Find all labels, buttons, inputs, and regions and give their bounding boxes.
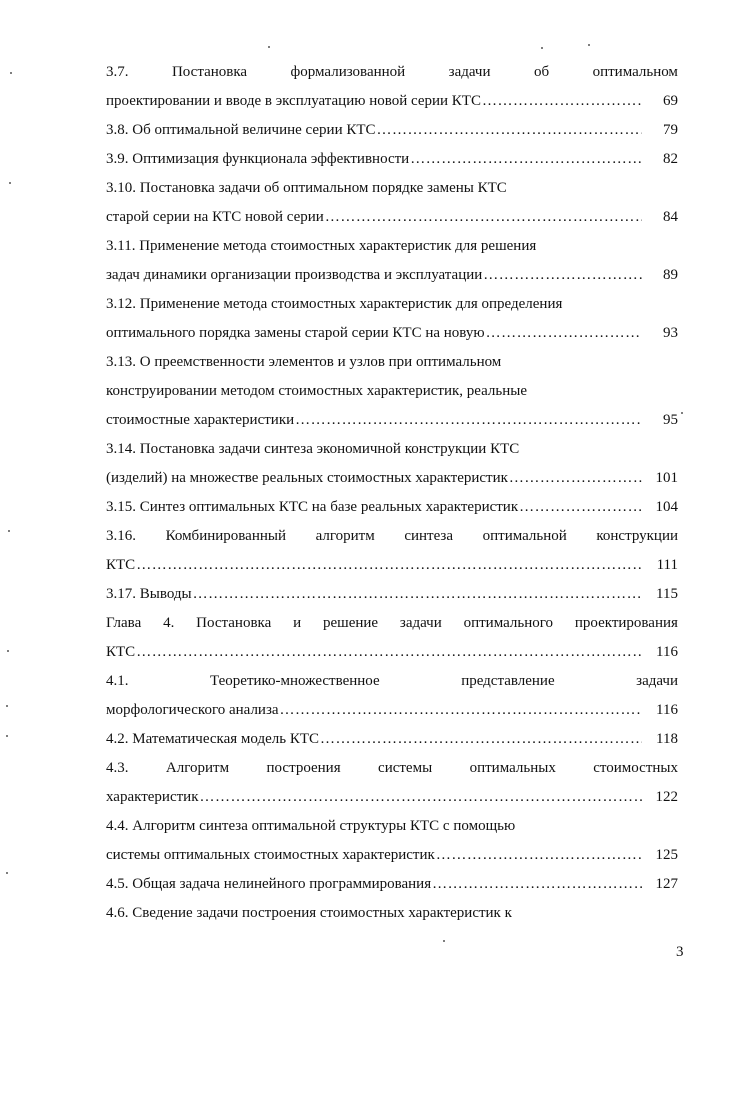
toc-entry-title: 3.8. Об оптимальной величине серии КТС bbox=[106, 122, 376, 138]
toc-entry-second-line bbox=[106, 377, 678, 406]
toc-entry-page-number: 111 bbox=[656, 557, 678, 573]
toc-entry-title: морфологического анализа bbox=[106, 702, 279, 718]
scan-speck bbox=[588, 44, 590, 46]
dot-leader bbox=[193, 580, 642, 609]
toc-entry-word: оптимальных bbox=[469, 760, 556, 776]
toc-entry-last-line bbox=[106, 464, 678, 493]
dot-leader bbox=[136, 638, 642, 667]
toc-entry-page-number: 69 bbox=[663, 93, 678, 109]
scan-speck bbox=[541, 47, 543, 49]
dot-leader bbox=[199, 783, 642, 812]
scan-speck bbox=[6, 872, 8, 874]
dot-leader bbox=[509, 464, 642, 493]
toc-entry-word: Глава bbox=[106, 615, 142, 631]
toc-entry-title: 4.6. Сведение задачи построения стоимостных характеристик к bbox=[106, 905, 512, 921]
dot-leader bbox=[486, 319, 642, 348]
toc-entry-first-line bbox=[106, 348, 678, 377]
toc-entry-word: системы bbox=[378, 760, 433, 776]
toc-entry-last-line bbox=[106, 319, 678, 348]
dot-leader bbox=[436, 841, 642, 870]
toc-entry-word: и bbox=[293, 615, 302, 631]
toc-entry-page-number: 95 bbox=[663, 412, 678, 428]
page-number: 3 bbox=[676, 944, 684, 960]
toc-entry-last-line bbox=[106, 406, 678, 435]
toc-entry-last-line bbox=[106, 841, 678, 870]
toc-entry-word: 4.3. bbox=[106, 760, 129, 776]
toc-entry-word: Алгоритм bbox=[165, 760, 230, 776]
table-of-contents bbox=[106, 58, 678, 928]
toc-entry-word: синтеза bbox=[404, 528, 454, 544]
toc-entry[interactable] bbox=[106, 667, 678, 725]
toc-entry[interactable] bbox=[106, 58, 678, 116]
toc-entry[interactable] bbox=[106, 145, 678, 174]
toc-entry-last-line bbox=[106, 551, 678, 580]
toc-entry-first-line bbox=[106, 754, 678, 783]
toc-entry[interactable] bbox=[106, 580, 678, 609]
toc-entry-word: проектирования bbox=[574, 615, 678, 631]
scan-speck bbox=[268, 46, 270, 48]
toc-entry-page-number: 122 bbox=[655, 789, 678, 805]
toc-entry-page-number: 82 bbox=[663, 151, 678, 167]
toc-entry[interactable] bbox=[106, 174, 678, 232]
toc-entry-first-line bbox=[106, 435, 678, 464]
toc-entry-title: 3.10. Постановка задачи об оптимальном порядке замены КТС bbox=[106, 180, 507, 196]
toc-entry[interactable] bbox=[106, 232, 678, 290]
toc-entry[interactable] bbox=[106, 609, 678, 667]
toc-entry-first-line bbox=[106, 522, 678, 551]
toc-entry-word: алгоритм bbox=[315, 528, 375, 544]
toc-entry-word: Комбинированный bbox=[165, 528, 286, 544]
toc-entry-title: КТС bbox=[106, 557, 136, 573]
toc-entry-last-line bbox=[106, 580, 678, 609]
toc-entry-first-line bbox=[106, 58, 678, 87]
toc-entry-word: об bbox=[533, 64, 550, 80]
toc-entry-word: задачи bbox=[448, 64, 491, 80]
toc-entry-first-line bbox=[106, 290, 678, 319]
toc-entry-word: Постановка bbox=[196, 615, 272, 631]
toc-entry-title: стоимостные характеристики bbox=[106, 412, 295, 428]
toc-entry-word: 4. bbox=[163, 615, 175, 631]
toc-entry-last-line bbox=[106, 696, 678, 725]
scan-speck bbox=[6, 735, 8, 737]
toc-entry-title: старой серии на КТС новой серии bbox=[106, 209, 324, 225]
toc-entry-page-number: 101 bbox=[655, 470, 678, 486]
scan-speck bbox=[7, 650, 9, 652]
toc-entry-page-number: 104 bbox=[655, 499, 678, 515]
dot-leader bbox=[325, 203, 642, 232]
toc-entry-title: 3.14. Постановка задачи синтеза экономичной конструкции КТС bbox=[106, 441, 520, 457]
toc-entry-word: построения bbox=[266, 760, 341, 776]
toc-entry-word: оптимальной bbox=[482, 528, 567, 544]
dot-leader bbox=[136, 551, 642, 580]
dot-leader bbox=[377, 116, 642, 145]
scan-speck bbox=[10, 72, 12, 74]
toc-entry-last-line bbox=[106, 493, 678, 522]
toc-entry-page-number: 127 bbox=[655, 876, 678, 892]
toc-entry[interactable] bbox=[106, 812, 678, 870]
toc-entry-word: представление bbox=[461, 673, 555, 689]
toc-entry-title: оптимального порядка замены старой серии КТС на новую bbox=[106, 325, 485, 341]
dot-leader bbox=[295, 406, 642, 435]
scan-speck bbox=[681, 412, 683, 414]
toc-entry-title: 4.5. Общая задача нелинейного программирования bbox=[106, 876, 432, 892]
scan-speck bbox=[443, 940, 445, 942]
toc-entry-title: 3.17. Выводы bbox=[106, 586, 192, 602]
toc-entry-last-line bbox=[106, 87, 678, 116]
toc-entry-word: формализованной bbox=[290, 64, 406, 80]
toc-entry-word: оптимальном bbox=[592, 64, 678, 80]
toc-entry-page-number: 93 bbox=[663, 325, 678, 341]
toc-entry-first-line bbox=[106, 667, 678, 696]
toc-entry-title: задач динамики организации производства и эксплуатации bbox=[106, 267, 483, 283]
toc-entry-page-number: 116 bbox=[656, 702, 678, 718]
toc-entry-last-line bbox=[106, 116, 678, 145]
toc-entry[interactable] bbox=[106, 870, 678, 899]
scan-speck bbox=[6, 705, 8, 707]
toc-entry[interactable] bbox=[106, 435, 678, 493]
toc-entry-word: задачи bbox=[636, 673, 678, 689]
toc-entry-title: проектировании и вводе в эксплуатацию новой серии КТС bbox=[106, 93, 481, 109]
toc-entry-word: Постановка bbox=[171, 64, 248, 80]
toc-entry-page-number: 116 bbox=[656, 644, 678, 660]
toc-entry[interactable] bbox=[106, 899, 678, 928]
toc-entry-last-line bbox=[106, 725, 678, 754]
toc-entry-word: 3.7. bbox=[106, 64, 129, 80]
dot-leader bbox=[280, 696, 642, 725]
toc-entry-title: системы оптимальных стоимостных характеристик bbox=[106, 847, 435, 863]
toc-entry-word: задачи bbox=[399, 615, 442, 631]
toc-entry-page-number: 118 bbox=[656, 731, 678, 747]
toc-entry-word: конструкции bbox=[596, 528, 678, 544]
toc-entry-title: (изделий) на множестве реальных стоимостных характеристик bbox=[106, 470, 508, 486]
toc-entry-last-line bbox=[106, 783, 678, 812]
toc-entry-page-number: 79 bbox=[663, 122, 678, 138]
dot-leader bbox=[410, 145, 642, 174]
toc-entry-first-line bbox=[106, 174, 678, 203]
dot-leader bbox=[320, 725, 642, 754]
scan-speck bbox=[8, 530, 10, 532]
toc-entry[interactable] bbox=[106, 493, 678, 522]
toc-entry[interactable] bbox=[106, 725, 678, 754]
toc-entry-title: характеристик bbox=[106, 789, 199, 805]
toc-entry-page-number: 89 bbox=[663, 267, 678, 283]
toc-entry-word: оптимального bbox=[463, 615, 554, 631]
toc-entry-first-line bbox=[106, 232, 678, 261]
toc-entry-page-number: 115 bbox=[656, 586, 678, 602]
toc-entry-last-line bbox=[106, 203, 678, 232]
toc-entry-title: 3.13. О преемственности элементов и узлов при оптимальном bbox=[106, 354, 502, 370]
toc-entry-title: КТС bbox=[106, 644, 136, 660]
toc-entry-word: решение bbox=[322, 615, 379, 631]
toc-entry[interactable] bbox=[106, 754, 678, 812]
toc-entry-last-line bbox=[106, 145, 678, 174]
toc-entry-first-line bbox=[106, 609, 678, 638]
toc-entry-title: 3.12. Применение метода стоимостных характеристик для определения bbox=[106, 296, 563, 312]
toc-entry-title: 4.4. Алгоритм синтеза оптимальной структуры КТС с помощью bbox=[106, 818, 516, 834]
toc-entry[interactable] bbox=[106, 522, 678, 580]
toc-entry-title: конструировании методом стоимостных характеристик, реальные bbox=[106, 383, 527, 399]
toc-entry-page-number: 84 bbox=[663, 209, 678, 225]
toc-entry-title: 4.2. Математическая модель КТС bbox=[106, 731, 320, 747]
dot-leader bbox=[519, 493, 642, 522]
toc-entry-title: 3.11. Применение метода стоимостных характеристик для решения bbox=[106, 238, 537, 254]
toc-entry-word: Теоретико-множественное bbox=[210, 673, 380, 689]
toc-entry-last-line bbox=[106, 870, 678, 899]
toc-entry-page-number: 125 bbox=[655, 847, 678, 863]
toc-entry-first-line bbox=[106, 899, 678, 928]
toc-entry[interactable] bbox=[106, 348, 678, 435]
dot-leader bbox=[482, 87, 642, 116]
toc-entry-title: 3.15. Синтез оптимальных КТС на базе реальных характеристик bbox=[106, 499, 519, 515]
toc-entry[interactable] bbox=[106, 116, 678, 145]
toc-entry-title: 3.9. Оптимизация функционала эффективности bbox=[106, 151, 410, 167]
scan-speck bbox=[9, 182, 11, 184]
toc-entry-first-line bbox=[106, 812, 678, 841]
toc-entry-last-line bbox=[106, 261, 678, 290]
toc-entry-word: 3.16. bbox=[106, 528, 136, 544]
toc-entry-word: 4.1. bbox=[106, 673, 129, 689]
dot-leader bbox=[483, 261, 642, 290]
dot-leader bbox=[432, 870, 642, 899]
toc-entry-last-line bbox=[106, 638, 678, 667]
toc-entry-word: стоимостных bbox=[593, 760, 678, 776]
toc-entry[interactable] bbox=[106, 290, 678, 348]
